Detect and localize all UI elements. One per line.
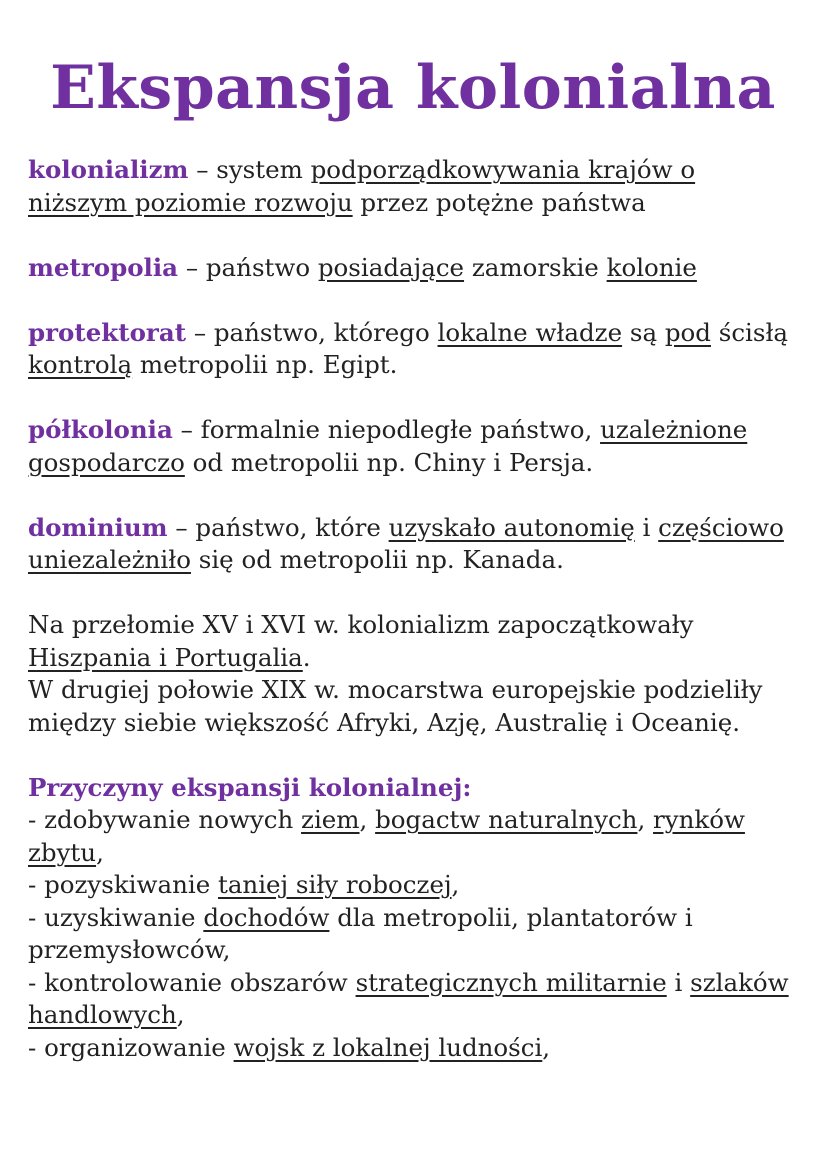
cause-item — [28, 1032, 798, 1065]
text: - organizowanie — [28, 1032, 234, 1062]
underlined-text: uzyskało autonomię — [388, 512, 635, 542]
underlined-text: kontrolą — [28, 350, 133, 379]
underlined-text: szlaków handlowych — [28, 967, 789, 1029]
underlined-text: strategicznych militarnie — [355, 967, 667, 997]
cause-item — [28, 804, 798, 869]
cause-item — [28, 902, 798, 967]
text: – system — [188, 155, 311, 184]
text: zamorskie — [464, 252, 607, 282]
underlined-text: bogactw naturalnych — [375, 805, 638, 834]
text: . — [302, 642, 311, 672]
term-polkolonia: półkolonia — [28, 415, 173, 444]
definition-dominium — [28, 512, 798, 577]
underlined-text: kolonie — [606, 252, 697, 282]
text: - uzyskiwanie — [28, 902, 204, 932]
history-paragraph-1 — [28, 609, 798, 674]
text: - zdobywanie nowych — [28, 805, 302, 834]
cause-item — [28, 967, 798, 1032]
underlined-text: dochodów — [203, 902, 330, 932]
spacer — [28, 284, 798, 317]
text: - pozyskiwanie — [28, 870, 218, 899]
term-metropolia: metropolia — [28, 252, 179, 282]
text: przez potężne państwa — [352, 187, 646, 217]
spacer — [28, 577, 798, 610]
spacer — [28, 739, 798, 772]
term-dominium: dominium — [28, 512, 168, 542]
spacer — [28, 219, 798, 252]
term-kolonializm: kolonializm — [28, 155, 189, 184]
causes-heading: Przyczyny ekspansji kolonialnej: — [28, 772, 472, 802]
definition-protektorat — [28, 317, 798, 382]
underlined-text: taniej siły roboczej — [217, 870, 452, 899]
text: i — [666, 967, 691, 997]
text: , — [637, 805, 654, 834]
text: – państwo, którego — [186, 317, 438, 347]
term-protektorat: protektorat — [28, 317, 187, 347]
underlined-text: lokalne władze — [437, 317, 623, 347]
text: ścisłą — [710, 317, 789, 347]
underlined-text: uzależnione gospodarczo — [28, 415, 748, 477]
text: , — [359, 805, 376, 834]
underlined-text: wojsk z lokalnej ludności — [233, 1032, 543, 1062]
cause-item — [28, 869, 798, 902]
text: i — [634, 512, 659, 542]
spacer — [28, 479, 798, 512]
page-title: Ekspansja kolonialna — [50, 53, 776, 123]
text: metropolii np. Egipt. — [132, 350, 398, 379]
underlined-text: posiadające — [317, 252, 465, 282]
underlined-text: podporządkowywania krajów o niższym poziomie rozwoju — [28, 155, 696, 217]
definition-kolonializm — [28, 154, 798, 219]
text: są — [622, 317, 665, 347]
text: od metropolii np. Chiny i Persja. — [184, 447, 594, 477]
text: - kontrolowanie obszarów — [28, 967, 356, 997]
underlined-text: rynków zbytu — [28, 805, 745, 867]
text: Na przełomie XV i XVI w. kolonializm zapoczątkowały — [28, 610, 694, 639]
underlined-text: częściowo uniezależniło — [28, 512, 784, 574]
underlined-text: Hiszpania i Portugalia — [28, 642, 303, 672]
definition-metropolia — [28, 252, 798, 285]
spacer — [28, 382, 798, 415]
text: , — [451, 870, 460, 899]
text: – formalnie niepodległe państwo, — [172, 415, 601, 444]
text: dla metropolii, plantatorów i przemysłowców, — [28, 902, 693, 964]
underlined-text: pod — [664, 317, 711, 347]
text: – państwo — [178, 252, 318, 282]
text: – państwo, które — [167, 512, 389, 542]
text: , — [176, 1000, 185, 1029]
text: się od metropolii np. Kanada. — [190, 545, 564, 574]
text: , — [542, 1032, 551, 1062]
history-paragraph-2: W drugiej połowie XIX w. mocarstwa europejskie podzieliły między siebie większość Afryki, Azję, Australię i Oceanię. — [28, 675, 763, 737]
definition-polkolonia — [28, 414, 798, 479]
text: , — [96, 837, 104, 867]
underlined-text: ziem — [301, 805, 360, 834]
